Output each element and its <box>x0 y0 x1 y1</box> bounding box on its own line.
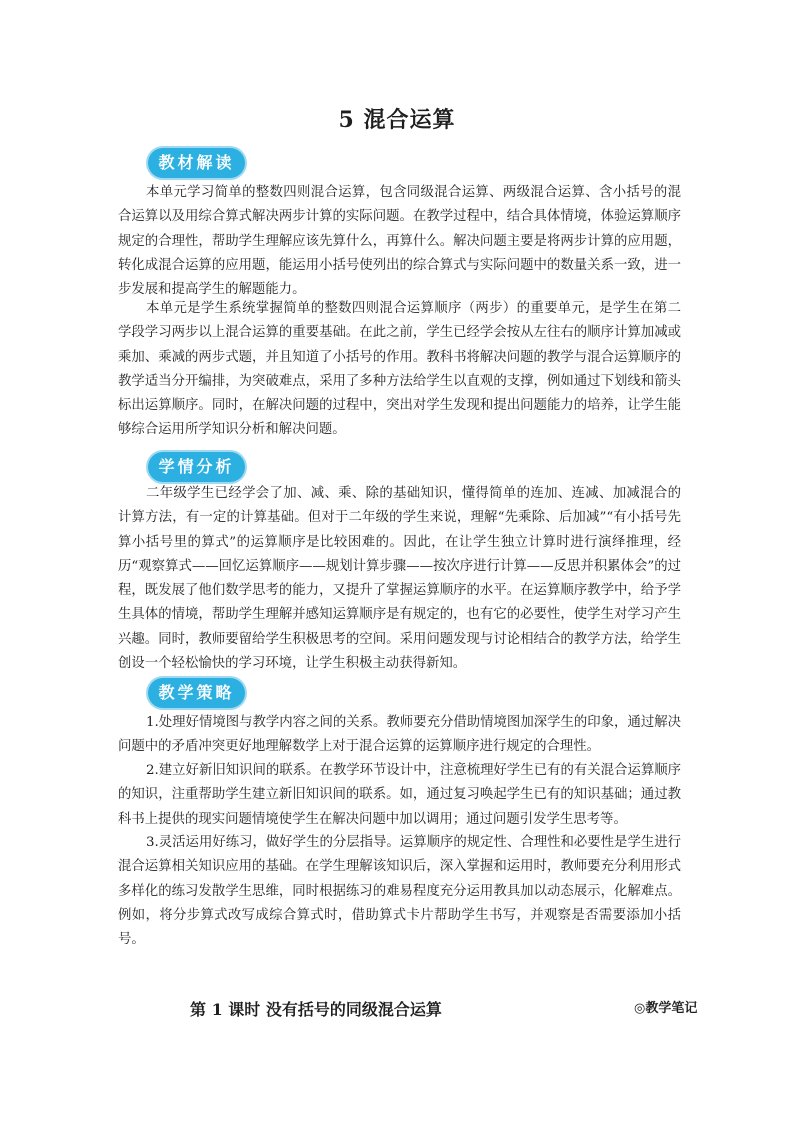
section-heading-badge <box>148 148 245 178</box>
paragraph: 3.灵活运用好练习，做好学生的分层指导。运算顺序的规定性、合理性和必要性是学生进行混合运算相关知识应用的基础。在学生理解该知识后，深入掌握和运用时，教师要充分利用形式多样化的练习发散学生思维，同时根据练习的难易程度充分运用教具加以动态展示，化解难点。例如，将分步算式改写成综合算式时，借助算式卡片帮助学生书写，并观察是否需要添加小括号。 <box>118 835 682 948</box>
paragraph: 二年级学生已经学会了加、减、乘、除的基础知识，懂得简单的连加、连减、加减混合的计算方法，有一定的计算基础。但对于二年级的学生来说，理解“先乘除、后加减”“有小括号先算小括号里的算式”的运算顺序是比较困难的。因此，在让学生独立计算时进行演绎推理，经历“观察算式——回忆运算顺序——规划计算步骤——按次序进行计算——反思并积累体会”的过程，既发展了他们数学思考的能力，又提升了掌握运算顺序的水平。在运算顺序教学中，给予学生具体的情境，帮助学生理解并感知运算顺序是有规定的，也有它的必要性，使学生对学习产生兴趣。同时，教师要留给学生积极思考的空间。采用问题发现与讨论相结合的教学方法，给学生创设一个轻松愉快的学习环境，让学生积极主动获得新知。 <box>118 486 681 672</box>
paragraph: 本单元是学生系统掌握简单的整数四则混合运算顺序（两步）的重要单元，是学生在第二学段学习两步以上混合运算的重要基础。在此之前，学生已经学会按从左往右的顺序计算加减或乘加、乘减的两步式题，并且知道了小括号的作用。教科书将解决问题的教学与混合运算顺序的教学适当分开编排，为突破难点，采用了多种方法给学生以直观的支撑，例如通过下划线和箭头标出运算顺序。同时，在解决问题的过程中，突出对学生发现和提出问题能力的培养，让学生能够综合运用所学知识分析和解决问题。 <box>118 301 681 438</box>
lesson-title: 第 1 课时 没有括号的同级混合运算 <box>190 1000 442 1019</box>
section-heading: 学情分析 <box>158 457 235 476</box>
paragraph: 本单元学习简单的整数四则混合运算，包含同级混合运算、两级混合运算、含小括号的混合运算以及用综合算式解决两步计算的实际问题。在教学过程中，结合具体情境，体验运算顺序规定的合理性，帮助学生理解应该先算什么，再算什么。解决问题主要是将两步计算的应用题，转化成混合运算的应用题，能运用小括号使列出的综合算式与实际问题中的数量关系一致，进一步发展和提高学生的解题能力。 <box>118 185 681 298</box>
paragraph: 2.建立好新旧知识间的联系。在教学环节设计中，注意梳理好学生已有的有关混合运算顺序的知识，注重帮助学生建立新旧知识间的联系。如，通过复习唤起学生已有的知识基础；通过教科书上提供的现实问题情境使学生在解决问题中加以调用；通过问题引发学生思考等。 <box>118 763 682 827</box>
section-heading: 教学策略 <box>158 683 235 702</box>
page-title: 5 混合运算 <box>338 107 456 133</box>
paragraph: 1.处理好情境图与教学内容之间的关系。教师要充分借助情境图加深学生的印象，通过解决问题中的矛盾冲突更好地理解数学上对于混合运算的运算顺序进行规定的合理性。 <box>118 715 682 755</box>
section-heading-badge <box>148 678 245 708</box>
section-heading: 教材解读 <box>158 153 235 172</box>
section-heading-badge <box>148 452 245 482</box>
teaching-notes-label: ◎教学笔记 <box>634 1001 698 1016</box>
